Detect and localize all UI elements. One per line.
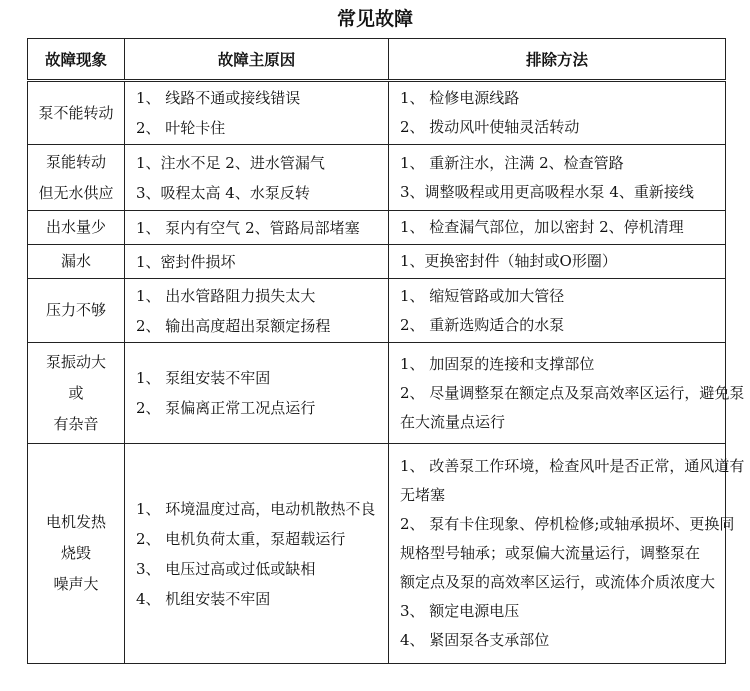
header-fix: 排除方法 xyxy=(389,39,726,81)
symptom-cell: 泵振动大 或 有杂音 xyxy=(28,343,125,444)
symptom-cell: 漏水 xyxy=(28,245,125,279)
fault-table xyxy=(27,38,745,664)
fix-cell: 1、 加固泵的连接和支撑部位 2、 尽量调整泵在额定点及泵高效率区运行，避免泵 在大流量点运行 xyxy=(389,343,726,444)
cause-cell: 1、 出水管路阻力损失太大 2、 输出高度超出泵额定扬程 xyxy=(125,279,389,343)
table-row xyxy=(28,211,726,245)
table-row xyxy=(28,245,726,279)
fix-cell: 1、 检查漏气部位，加以密封 2、停机清理 xyxy=(389,211,726,245)
header-symptom: 故障现象 xyxy=(28,39,125,81)
table-row xyxy=(28,444,726,664)
cause-cell: 1、 环境温度过高，电动机散热不良 2、 电机负荷太重，泵超载运行 3、 电压过高或过低或缺相 4、 机组安装不牢固 xyxy=(125,444,389,664)
table-row xyxy=(28,343,726,444)
symptom-cell: 泵不能转动 xyxy=(28,81,125,145)
table-header-row xyxy=(28,39,726,81)
symptom-cell: 泵能转动 但无水供应 xyxy=(28,145,125,211)
fix-cell: 1、更换密封件（轴封或O形圈） xyxy=(389,245,726,279)
symptom-cell: 压力不够 xyxy=(28,279,125,343)
table-row xyxy=(28,279,726,343)
header-cause: 故障主原因 xyxy=(125,39,389,81)
cause-cell: 1、 线路不通或接线错误 2、 叶轮卡住 xyxy=(125,81,389,145)
cause-cell: 1、密封件损坏 xyxy=(125,245,389,279)
page-title: 常见故障 xyxy=(336,8,413,30)
fix-cell: 1、 缩短管路或加大管径 2、 重新选购适合的水泵 xyxy=(389,279,726,343)
fix-cell: 1、 检修电源线路 2、 拨动风叶使轴灵活转动 xyxy=(389,81,726,145)
symptom-cell: 出水量少 xyxy=(28,211,125,245)
table-row xyxy=(28,145,726,211)
fix-cell: 1、 改善泵工作环境，检查风叶是否正常，通风道有 无堵塞 2、 泵有卡住现象、停机检修;或轴承损坏、更换同 规格型号轴承；或泵偏大流量运行，调整泵在 额定点及泵的高效率区运行，或流体介质浓度大 3、 额定电源电压 4、 紧固泵各支承部位 xyxy=(389,444,726,664)
cause-cell: 1、 泵内有空气 2、管路局部堵塞 xyxy=(125,211,389,245)
cause-cell: 1、 泵组安装不牢固 2、 泵偏离正常工况点运行 xyxy=(125,343,389,444)
table-row xyxy=(28,81,726,145)
fix-cell: 1、 重新注水，注满 2、检查管路 3、调整吸程或用更高吸程水泵 4、重新接线 xyxy=(389,145,726,211)
cause-cell: 1、注水不足 2、进水管漏气 3、吸程太高 4、水泵反转 xyxy=(125,145,389,211)
symptom-cell: 电机发热 烧毁 噪声大 xyxy=(28,444,125,664)
